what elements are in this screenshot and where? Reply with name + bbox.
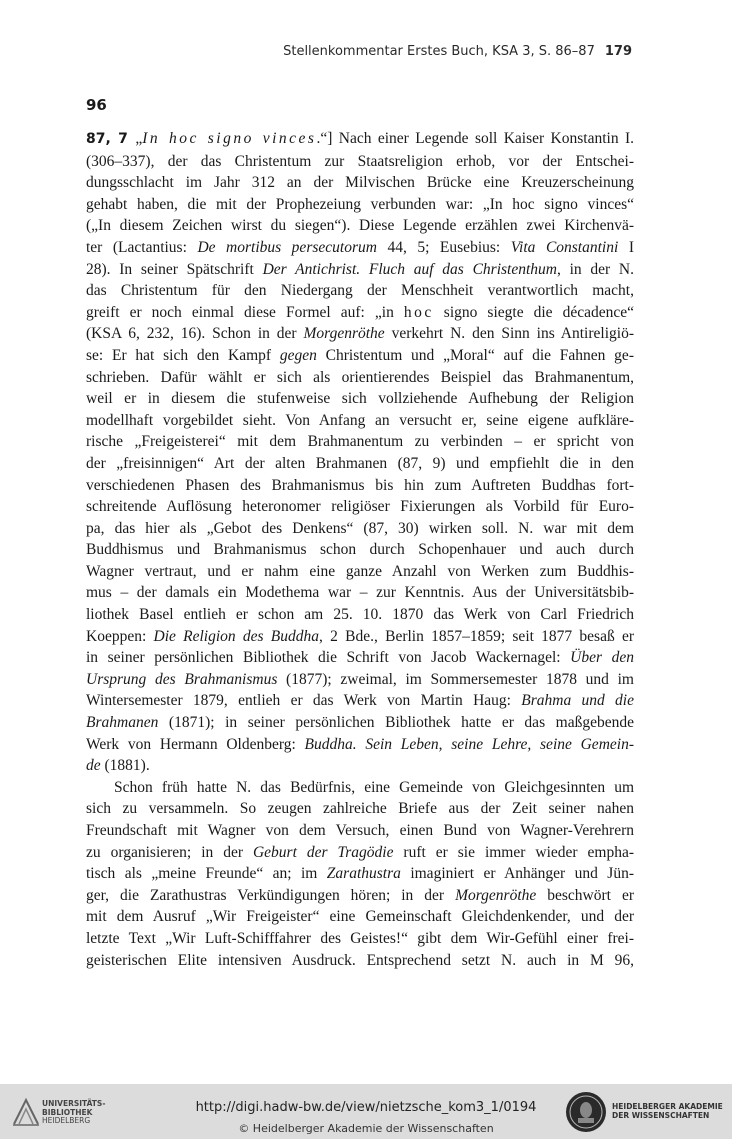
text-line: 87, 7 „In hoc signo vinces.“] Nach einer Legende soll Kaiser Konstantin I. — [86, 130, 635, 147]
text-line: Schon früh hatte N. das Bedürfnis, eine Gemeinde von Gleichgesinnten um — [114, 778, 634, 796]
text-line: („In diesem Zeichen wirst du siegen“). Diese Legende erzählen zwei Kirchenvä- — [86, 217, 634, 235]
text-line: Wintersemester 1879, entlieh er das Werk von Martin Haug: Brahma und die — [86, 692, 634, 710]
library-name: UNIVERSITÄTS- BIBLIOTHEK HEIDELBERG — [42, 1099, 106, 1125]
digitization-footer — [0, 1084, 732, 1139]
text-line: rische „Freigeisterei“ mit dem Brahmanentum zu verbinden – er spricht von — [86, 433, 634, 451]
text-line: de (1881). — [86, 757, 150, 775]
text-line: tisch als „meine Freunde“ an; im Zarathustra imaginiert er Anhänger und Jün- — [86, 865, 634, 883]
text-line: sich zu versammeln. So zeugen zahlreiche Briefe aus der Zeit seiner nahen — [86, 800, 634, 818]
running-title: Stellenkommentar Erstes Buch, KSA 3, S. 86–87 — [283, 44, 595, 59]
text-line: geisterischen Elite intensiven Ausdruck. Entsprechend setzt N. auch in M 96, — [86, 951, 634, 969]
text-line: zu organisieren; in der Geburt der Tragödie ruft er sie immer wieder empha- — [86, 843, 634, 861]
text-line: (306–337), der das Christentum zur Staatsreligion erhob, vor der Entschei- — [86, 152, 634, 170]
text-line: weil er in diesem die stufenweise sich vollziehende Aufhebung der Religion — [86, 390, 634, 408]
text-line: dungsschlacht im Jahr 312 an der Milvischen Brücke eine Kreuzerscheinung — [86, 174, 634, 192]
running-header — [283, 44, 632, 59]
text-line: ter (Lactantius: De mortibus persecutorum 44, 5; Eusebius: Vita Constantini I — [86, 238, 634, 256]
text-line: gehabt haben, die mit der Prophezeiung verbunden war: „In hoc signo vinces“ — [86, 195, 634, 213]
text-line: liothek Basel entlieh er schon am 25. 10. 1870 das Werk von Carl Friedrich — [86, 606, 634, 624]
text-line: ger, die Zarathustras Verkündigungen hören; in der Morgenröthe beschwört er — [86, 886, 634, 904]
text-line: Wagner vertraut, und er nahm eine ganze Anzahl von Werken zum Buddhis- — [86, 562, 634, 580]
text-line: Buddhismus und Brahmanismus schon durch Schopenhauer und auch durch — [86, 541, 634, 559]
text-line: greift er noch einmal diese Formel auf: „in hoc signo siegte die décadence“ — [86, 303, 634, 321]
text-line: in seiner persönlichen Bibliothek die Schrift von Jacob Wackernagel: Über den — [86, 649, 634, 667]
text-line: letzte Text „Wir Luft-Schifffahrer des Geistes!“ gibt dem Wir-Gefühl einer frei- — [86, 929, 634, 947]
text-line: Werk von Hermann Oldenberg: Buddha. Sein Leben, seine Lehre, seine Gemein- — [86, 735, 634, 753]
academy-name: HEIDELBERGER AKADEMIE DER WISSENSCHAFTEN — [612, 1102, 723, 1120]
text-line: schreitende Auflösung heteronomer religiöser Fixierungen als Vorbild für Euro- — [86, 498, 634, 516]
copyright-notice: © Heidelberger Akademie der Wissenschaften — [238, 1122, 494, 1135]
text-line: verschiedenen Phasen des Brahmanismus bis hin zum Auftreten Buddhas fort- — [86, 476, 634, 494]
text-line: modellhaft vorgebildet sieht. Von Anfang an versucht er, seine eigene aufkläre- — [86, 411, 634, 429]
text-line: Freundschaft mit Wagner von dem Versuch, einen Bund von Wagner-Verehrern — [86, 822, 634, 839]
text-line: se: Er hat sich den Kampf gegen Christentum und „Moral“ auf die Fahnen ge- — [86, 346, 634, 364]
text-line: Brahmanen (1871); in seiner persönlichen Bibliothek hatte er das maßgebende — [86, 714, 634, 732]
section-number: 96 — [86, 96, 107, 114]
text-line: pa, das hier als „Gebot des Denkens“ (87, 30) wirken soll. N. war mit dem — [86, 519, 634, 537]
text-line: mus – der damals ein Modethema war – zur Kenntnis. Aus der Universitätsbib- — [86, 584, 634, 602]
commentary-text — [86, 128, 634, 971]
page-number: 179 — [604, 44, 632, 59]
text-line: Ursprung des Brahmanismus (1877); zweimal, im Sommersemester 1878 und im — [86, 670, 634, 688]
source-url[interactable]: http://digi.hadw-bw.de/view/nietzsche_kom3_1/0194 — [195, 1100, 537, 1115]
text-line: mit dem Ausruf „Wir Freigeister“ eine Gemeinschaft Gleichdenkender, und der — [86, 908, 634, 926]
academy-seal-icon — [564, 1090, 608, 1134]
text-line: schrieben. Dafür wählt er sich als orientierendes Beispiel das Brahmanentum, — [86, 368, 634, 386]
text-line: 28). In seiner Spätschrift Der Antichrist. Fluch auf das Christenthum, in der N. — [86, 260, 634, 278]
text-line: das Christentum für den Niedergang der Menschheit verantwortlich macht, — [86, 282, 634, 300]
text-line: Koeppen: Die Religion des Buddha, 2 Bde., Berlin 1857–1859; seit 1877 besaß er — [86, 627, 634, 645]
text-line: der „freisinnigen“ Art der alten Brahmanen (87, 9) und empfiehlt die in den — [86, 454, 634, 472]
text-line: (KSA 6, 232, 16). Schon in der Morgenröthe verkehrt N. den Sinn ins Antireligiö- — [86, 325, 634, 343]
